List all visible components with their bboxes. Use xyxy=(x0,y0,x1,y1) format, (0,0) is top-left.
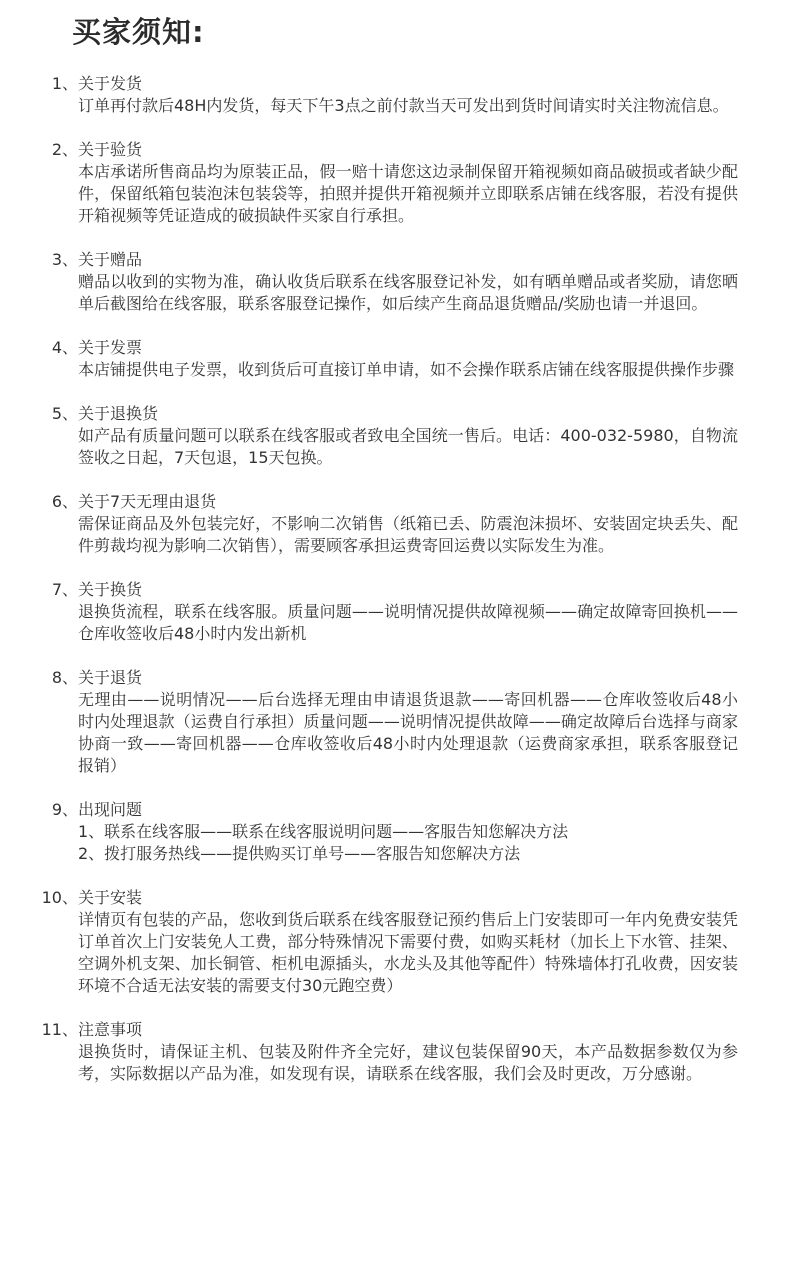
item-number: 3、 xyxy=(51,250,78,269)
item-number: 9、 xyxy=(51,800,78,819)
item-heading: 关于退货 xyxy=(78,668,143,687)
notice-item-7-day-return xyxy=(0,491,790,557)
item-body: 详情页有包装的产品，您收到货后联系在线客服登记预约售后上门安装即可一年内免费安装凭订单首次上门安装免人工费，部分特殊情况下需要付费，如购买耗材（加长上下水管、挂架、空调外机支架、加长铜管、柜机电源插头，水龙头及其他等配件）特殊墙体打孔收费，因安装环境不合适无法安装的需要支付30元跑空费） xyxy=(78,910,738,995)
item-heading: 关于发货 xyxy=(78,74,143,93)
item-body: 需保证商品及外包装完好，不影响二次销售（纸箱已丢、防震泡沫损坏、安装固定块丢失、配件剪裁均视为影响二次销售），需要顾客承担运费寄回运费以实际发生为准。 xyxy=(78,514,738,555)
item-number: 1、 xyxy=(51,74,78,93)
item-heading: 关于退换货 xyxy=(78,404,159,423)
item-heading: 关于7天无理由退货 xyxy=(78,492,217,511)
notice-item-inspection xyxy=(0,139,790,227)
item-body: 无理由——说明情况——后台选择无理由申请退货退款——寄回机器——仓库收签收后48小时内处理退款（运费自行承担）质量问题——说明情况提供故障——确定故障后台选择与商家协商一致——寄回机器——仓库收签收后48小时内处理退款（运费商家承担，联系客服登记报销） xyxy=(78,690,738,775)
item-body: 如产品有质量问题可以联系在线客服或者致电全国统一售后。电话：400-032-5980，自物流签收之日起，7天包退，15天包换。 xyxy=(78,426,738,467)
item-line: 1、联系在线客服——联系在线客服说明问题——客服告知您解决方法 xyxy=(78,822,569,841)
item-body: 赠品以收到的实物为准，确认收货后联系在线客服登记补发，如有晒单赠品或者奖励，请您晒单后截图给在线客服，联系客服登记操作，如后续产生商品退货赠品/奖励也请一并退回。 xyxy=(78,272,738,313)
item-number: 2、 xyxy=(51,140,78,159)
notice-item-returns-exchanges xyxy=(0,403,790,469)
notice-item-return xyxy=(0,667,790,777)
item-heading: 关于发票 xyxy=(78,338,143,357)
notice-item-notes xyxy=(0,1019,790,1085)
item-heading: 关于安装 xyxy=(78,888,143,907)
item-body: 本店铺提供电子发票，收到货后可直接订单申请，如不会操作联系店铺在线客服提供操作步骤 xyxy=(78,360,735,379)
item-body: 订单再付款后48H内发货，每天下午3点之前付款当天可发出到货时间请实时关注物流信息。 xyxy=(78,96,729,115)
notice-item-exchange xyxy=(0,579,790,645)
item-line: 2、拨打服务热线——提供购买订单号——客服告知您解决方法 xyxy=(78,844,521,863)
item-heading: 关于换货 xyxy=(78,580,143,599)
notice-item-shipping xyxy=(0,73,790,117)
item-number: 5、 xyxy=(51,404,78,423)
item-body: 本店承诺所售商品均为原装正品，假一赔十请您这边录制保留开箱视频如商品破损或者缺少配件，保留纸箱包装泡沫包装袋等，拍照并提供开箱视频并立即联系店铺在线客服，若没有提供开箱视频等凭证造成的破损缺件买家自行承担。 xyxy=(78,162,738,225)
item-number: 7、 xyxy=(51,580,78,599)
item-heading: 出现问题 xyxy=(78,800,143,819)
notice-item-gifts xyxy=(0,249,790,315)
item-number: 10、 xyxy=(41,888,78,907)
item-number: 8、 xyxy=(51,668,78,687)
notice-item-installation xyxy=(0,887,790,997)
notice-item-invoice xyxy=(0,337,790,381)
notice-item-problems xyxy=(0,799,790,865)
item-number: 11、 xyxy=(41,1020,78,1039)
notice-list xyxy=(0,73,790,1107)
page-title: 买家须知: xyxy=(72,15,205,49)
item-number: 4、 xyxy=(51,338,78,357)
item-heading: 关于验货 xyxy=(78,140,143,159)
item-body: 退换货流程，联系在线客服。质量问题——说明情况提供故障视频——确定故障寄回换机——仓库收签收后48小时内发出新机 xyxy=(78,602,738,643)
item-body: 退换货时，请保证主机、包装及附件齐全完好，建议包装保留90天，本产品数据参数仅为参考，实际数据以产品为准，如发现有误，请联系在线客服，我们会及时更改，万分感谢。 xyxy=(78,1042,738,1083)
item-heading: 关于赠品 xyxy=(78,250,143,269)
item-number: 6、 xyxy=(51,492,78,511)
item-heading: 注意事项 xyxy=(78,1020,143,1039)
